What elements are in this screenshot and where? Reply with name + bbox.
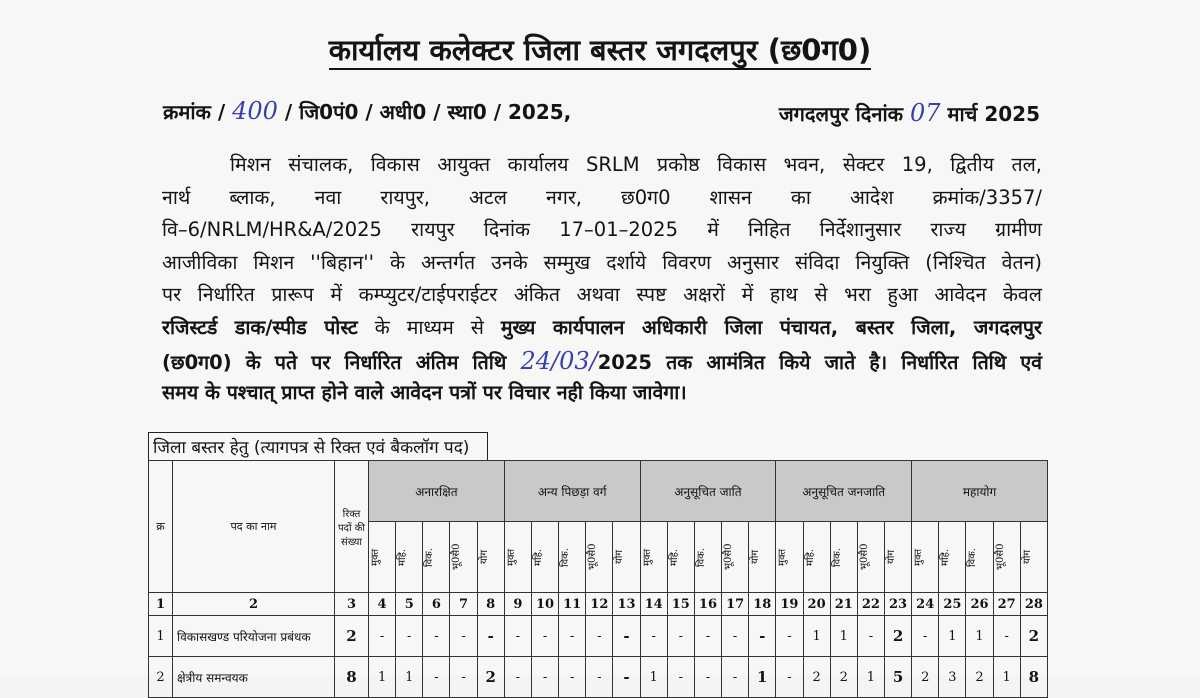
subcol-header [884,522,911,593]
column-number: 2 [173,593,335,616]
para-line-3: वि–6/NRLM/HR&A/2025 रायपुर दिनांक 17–01–2025 में निहित निर्देशानुसार राज्य ग्रामीण [162,218,1042,242]
subcol-header [369,522,396,593]
row-sno: 1 [149,616,173,657]
subcol-header [423,522,450,593]
subcol-label: विक. [560,547,572,567]
column-number: 12 [586,593,613,616]
column-number: 26 [966,593,993,616]
table-row [149,657,1048,698]
subcol-header [749,522,776,593]
group-header: महायोग [912,461,1048,522]
column-number: 3 [335,593,369,616]
column-number: 11 [559,593,586,616]
row-cell: - [613,657,640,698]
column-number: 6 [423,593,450,616]
row-cell: - [640,616,667,657]
row-vacancy: 2 [335,616,369,657]
row-cell: - [586,616,613,657]
row-cell: - [694,657,721,698]
subcol-label: भू0सै0 [587,543,599,571]
row-cell: - [504,616,531,657]
subcol-header [857,522,884,593]
row-cell: - [531,616,558,657]
subcol-header [939,522,966,593]
column-number: 23 [884,593,911,616]
date-day: 07 [910,99,941,127]
subcol-header [477,522,504,593]
subcol-label: मुक्त [370,548,381,566]
column-number: 16 [694,593,721,616]
addressee: मुख्य कार्यपालन अधिकारी जिला पंचायत, बस्तर जिला, जगदलपुर [500,315,1042,339]
column-number: 7 [450,593,477,616]
subcol-label: महि. [940,548,952,566]
row-cell: - [450,616,477,657]
date-prefix: जगदलपुर दिनांक [778,102,904,126]
column-number: 14 [640,593,667,616]
para-line-8: समय के पश्चात् प्राप्त होने वाले आवेदन पत्रों पर विचार नही किया जावेगा। [162,381,687,405]
vacancy-table-block [148,432,1048,698]
subcol-header [396,522,423,593]
row-cell: - [396,616,423,657]
subcol-label: विक. [831,547,843,567]
para-line-2: नार्थ ब्लाक, नवा रायपुर, अटल नगर, छ0ग0 शासन का आदेश क्रमांक/3357/ [162,185,1042,209]
subcol-header [586,522,613,593]
row-cell: 2 [1020,616,1047,657]
subcol-header [613,522,640,593]
subcol-header [803,522,830,593]
vacancy-table [148,460,1048,698]
row-cell: 2 [477,657,504,698]
row-cell: 2 [803,657,830,698]
row-cell: - [531,657,558,698]
row-cell: 1 [830,616,857,657]
subcol-header [722,522,749,593]
row-cell: - [559,616,586,657]
subcol-header [640,522,667,593]
last-date: 24/03/ [520,346,598,375]
row-cell: - [586,657,613,698]
row-cell: - [504,657,531,698]
group-header: अन्य पिछड़ा वर्ग [504,461,640,522]
subcol-label: भू0सै0 [994,543,1006,571]
group-header: अनारक्षित [369,461,505,522]
subcol-header [776,522,803,593]
subcol-label: योग [614,549,626,565]
subcol-label: महि. [397,548,409,566]
column-number: 19 [776,593,803,616]
subcol-label: भू0सै0 [858,543,870,571]
column-number: 24 [912,593,939,616]
column-number: 10 [531,593,558,616]
row-cell: - [993,616,1020,657]
row-sno: 2 [149,657,173,698]
subcol-header [993,522,1020,593]
row-post-name: विकासखण्ड परियोजना प्रबंधक [173,616,335,657]
column-number: 17 [722,593,749,616]
column-number: 13 [613,593,640,616]
row-cell: 3 [939,657,966,698]
subcol-header [912,522,939,593]
col-post: पद का नाम [173,461,335,593]
row-cell: - [722,657,749,698]
para-line-7: (छ0ग0) के पते पर निर्धारित अंतिम तिथि 24/03/2025 तक आमंत्रित किये जाते है। निर्धारित तिथि एवं [162,346,1042,375]
row-cell: - [776,657,803,698]
subcol-label: विक. [967,547,979,567]
column-number: 20 [803,593,830,616]
row-cell: - [423,616,450,657]
column-number: 21 [830,593,857,616]
row-cell: 1 [993,657,1020,698]
column-number: 4 [369,593,396,616]
column-number: 25 [939,593,966,616]
row-cell: 8 [1020,657,1047,698]
col-sno: क्र [149,461,173,593]
subcol-header [966,522,993,593]
subcol-label: योग [750,549,762,565]
column-number: 5 [396,593,423,616]
ref-number: 400 [232,97,278,125]
subcol-header [1020,522,1047,593]
row-cell: - [423,657,450,698]
row-cell: - [694,616,721,657]
subcol-label: विक. [424,547,436,567]
row-cell: 2 [912,657,939,698]
row-cell: - [667,616,694,657]
subcol-label: मुक्त [505,548,517,566]
table-row [149,616,1048,657]
row-cell: 1 [749,657,776,698]
para-line-4: आजीविका मिशन ''बिहान'' के अन्तर्गत उनके सम्मुख दर्शाये विवरण अनुसार संविदा नियुक्ति (निश्चित वेतन) [162,250,1042,274]
column-number: 27 [993,593,1020,616]
row-cell: 1 [396,657,423,698]
row-cell: 1 [369,657,396,698]
row-cell: - [857,616,884,657]
column-number: 15 [667,593,694,616]
row-cell: - [477,616,504,657]
column-number: 18 [749,593,776,616]
office-title: कार्यालय कलेक्टर जिला बस्तर जगदलपुर (छ0ग0) [0,30,1200,69]
row-cell: - [369,616,396,657]
row-cell: 1 [966,616,993,657]
column-number: 9 [504,593,531,616]
date-line [779,99,1040,127]
subcol-header [694,522,721,593]
row-cell: 1 [857,657,884,698]
row-cell: 1 [939,616,966,657]
row-cell: 5 [884,657,911,698]
row-cell: - [667,657,694,698]
row-cell: - [912,616,939,657]
subcol-label: योग [885,549,897,565]
column-number: 28 [1020,593,1047,616]
para-line-5: पर निर्धारित प्रारूप में कम्प्युटर/टाईपराईटर अंकित अथवा स्पष्ट अक्षरों में हाथ से भरा हुआ आवेदन केवल [162,283,1042,307]
subcol-label: योग [1021,549,1033,565]
row-cell: 2 [884,616,911,657]
body-paragraph [162,149,1042,410]
row-cell: - [722,616,749,657]
dispatch-mode: रजिस्टर्ड डाक/स्पीड पोस्ट [162,315,358,339]
group-header: अनुसूचित जाति [640,461,776,522]
date-suffix: मार्च 2025 [947,102,1040,126]
subcol-label: महि. [668,548,680,566]
row-cell: 1 [640,657,667,698]
table-caption: जिला बस्तर हेतु (त्यागपत्र से रिक्त एवं बैकलॉग पद) [148,432,488,460]
subcol-label: महि. [532,548,544,566]
para-line-1: मिशन संचालक, विकास आयुक्त कार्यालय SRLM प्रकोष्ठ विकास भवन, सेक्टर 19, द्वितीय तल, [230,153,1042,176]
ref-suffix: / जि0पं0 / अधी0 / स्था0 / 2025, [284,100,572,124]
subcol-label: भू0सै0 [451,543,463,571]
ref-prefix: क्रमांक / [163,100,226,124]
row-cell: - [749,616,776,657]
subcol-label: योग [478,549,490,565]
subcol-header [559,522,586,593]
subcol-label: मुक्त [913,548,925,566]
reference-line [163,97,571,125]
subcol-label: भू0सै0 [723,543,735,571]
col-vacancy: रिक्त पदों की संख्या [335,461,369,593]
para-line-6: रजिस्टर्ड डाक/स्पीड पोस्ट के माध्यम से मुख्य कार्यपालन अधिकारी जिला पंचायत, बस्तर जिला, जगदलपुर [162,315,1042,339]
subcol-header [450,522,477,593]
subcol-label: विक. [695,547,707,567]
subcol-label: मुक्त [777,548,789,566]
row-cell: - [776,616,803,657]
row-cell: - [613,616,640,657]
column-number-row [149,593,1048,616]
subcol-header [531,522,558,593]
row-cell: 2 [830,657,857,698]
row-cell: - [450,657,477,698]
subcol-header [504,522,531,593]
row-post-name: क्षेत्रीय समन्वयक [173,657,335,698]
column-number: 1 [149,593,173,616]
subcol-label: मुक्त [641,548,653,566]
row-vacancy: 8 [335,657,369,698]
group-header: अनुसूचित जनजाति [776,461,912,522]
subcol-header [830,522,857,593]
row-cell: - [559,657,586,698]
subcol-label: महि. [804,548,816,566]
column-number: 8 [477,593,504,616]
subcol-header [667,522,694,593]
row-cell: 2 [966,657,993,698]
column-number: 22 [857,593,884,616]
row-cell: 1 [803,616,830,657]
